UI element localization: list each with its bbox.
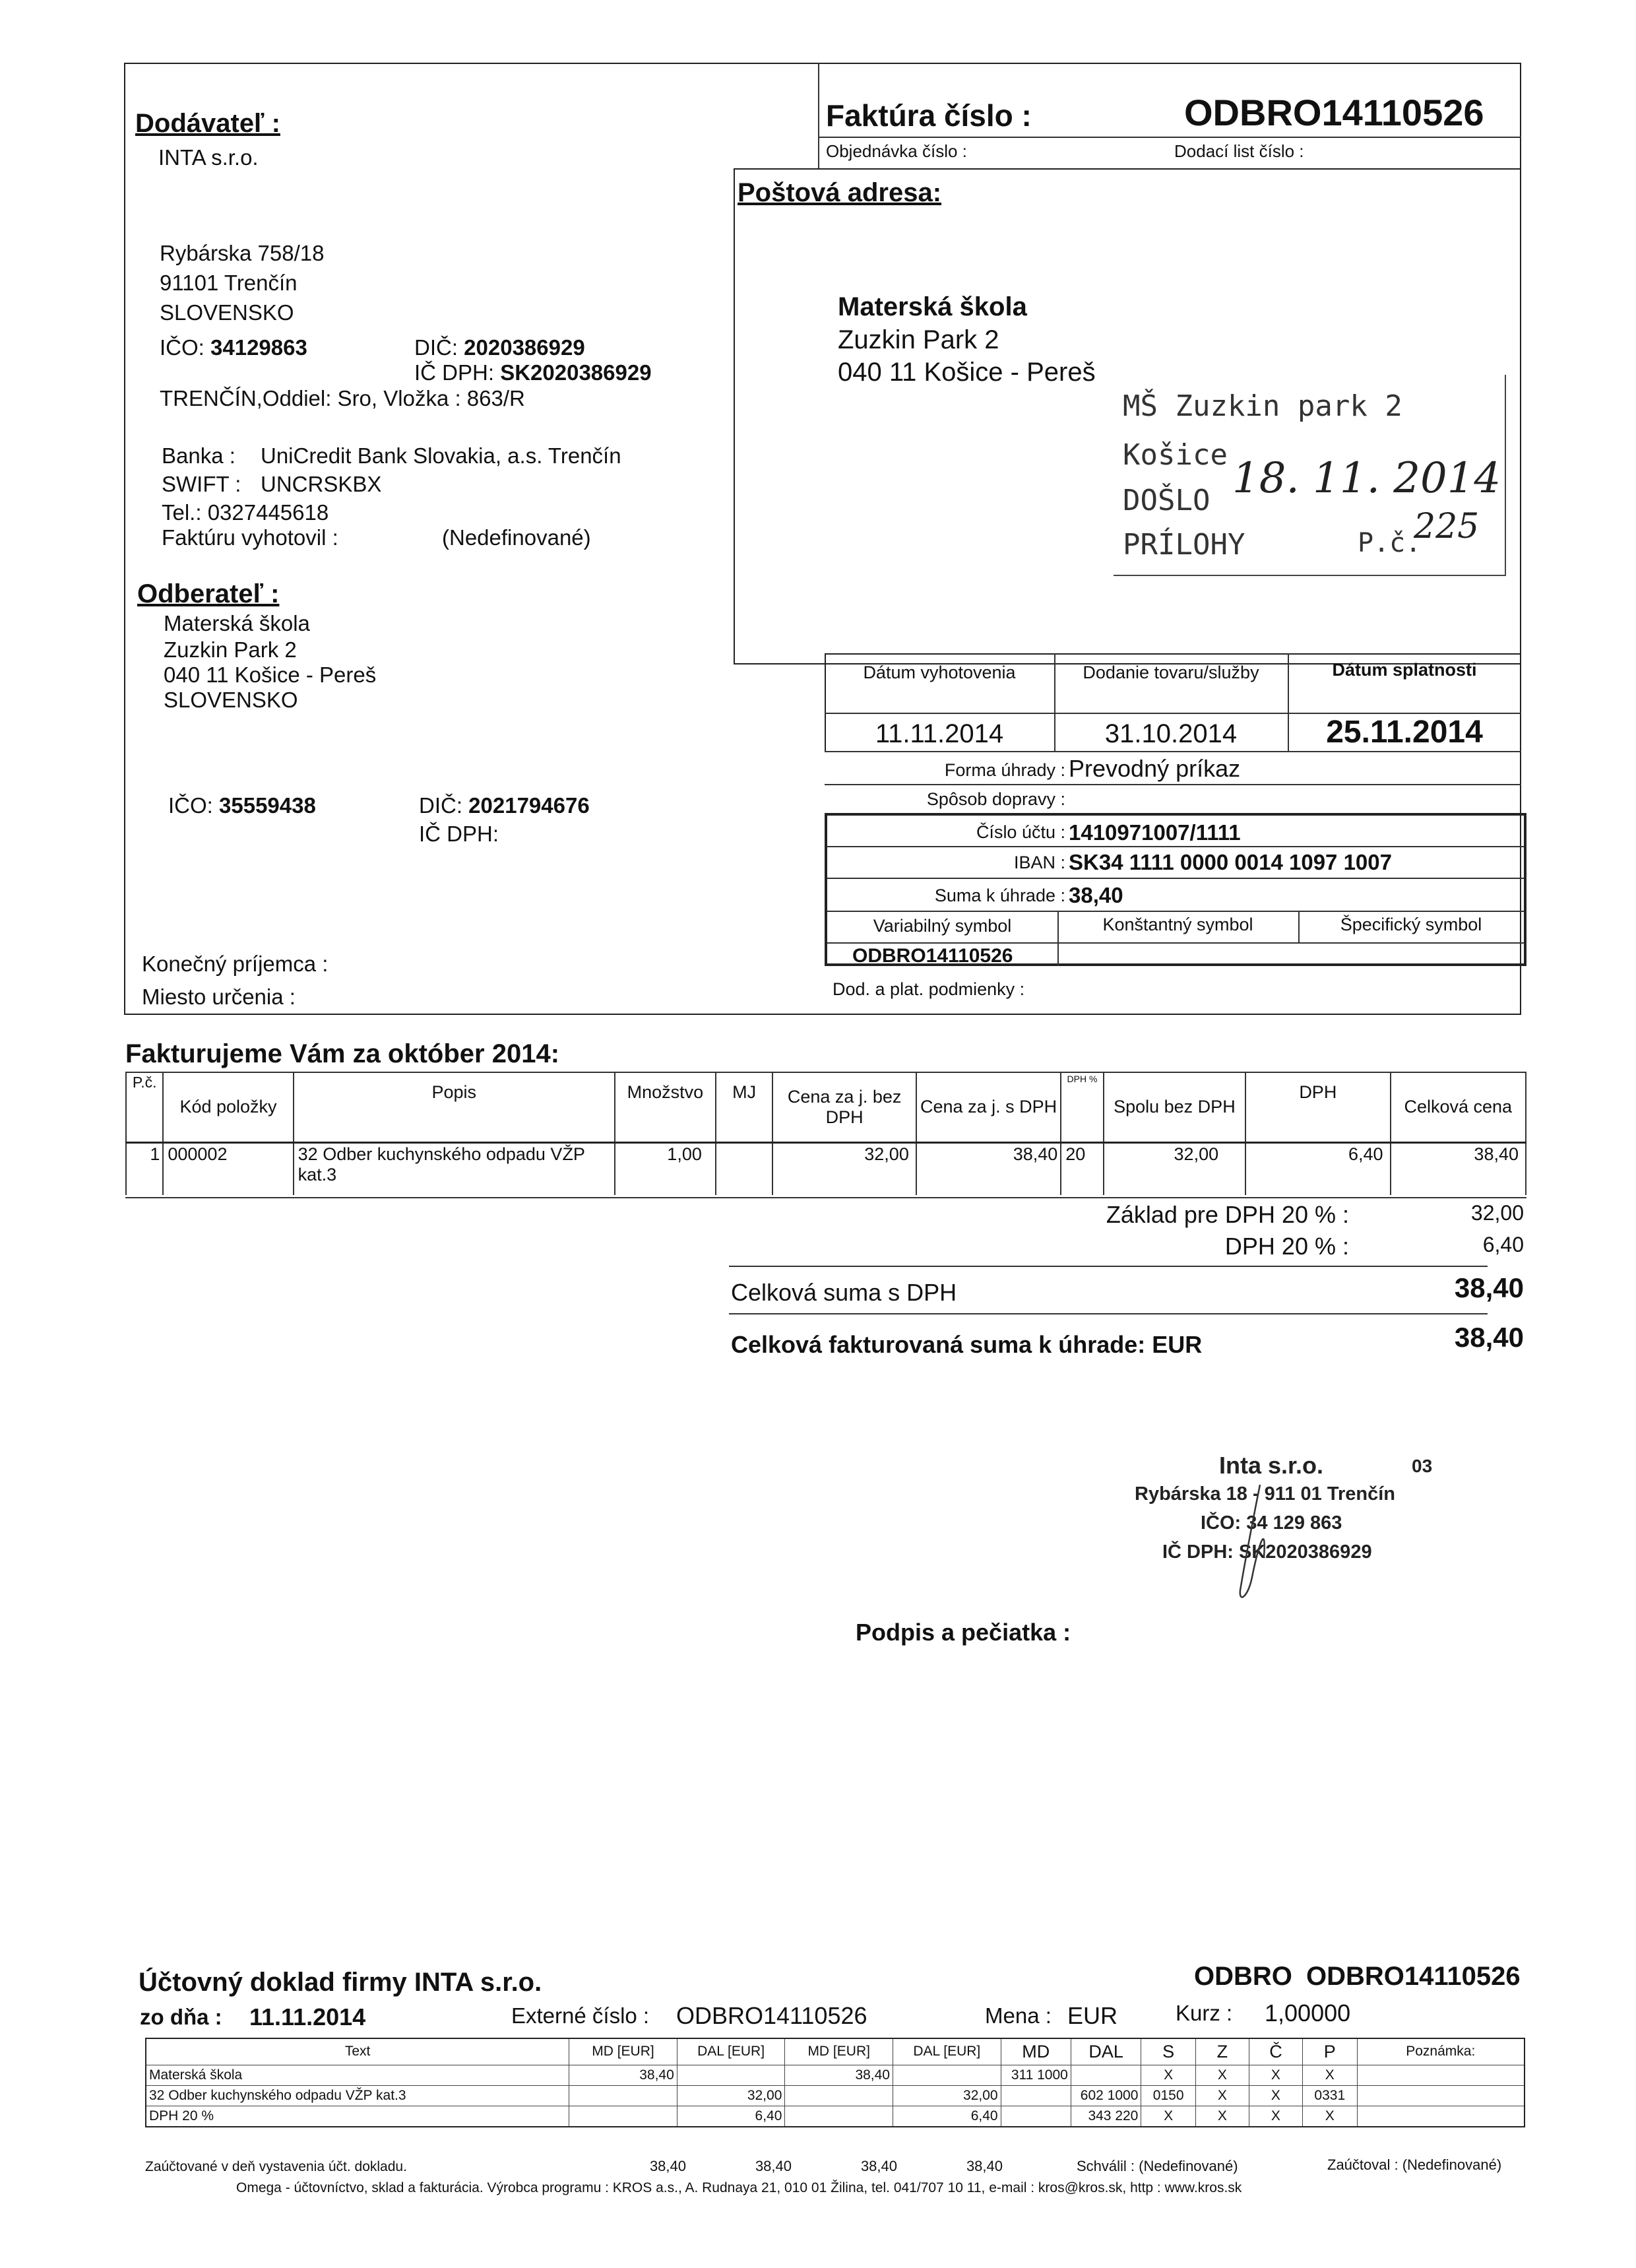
customer-dic — [419, 793, 590, 818]
accounting-number: ODBRO14110526 — [1306, 1962, 1521, 1991]
row-total: 38,40 — [1391, 1142, 1526, 1195]
supplier-icdph-label: IČ DPH: — [414, 360, 495, 385]
table-row — [146, 2085, 1525, 2106]
total-value: 38,40 — [1454, 1272, 1524, 1303]
signature-mark — [1214, 1478, 1293, 1617]
col-price-ex: Cena za j. bez DPH — [772, 1072, 916, 1142]
acc-cell: 343 220 — [1071, 2106, 1141, 2127]
supplier-street: Rybárska 758/18 — [160, 241, 325, 265]
acc-cell: X — [1195, 2065, 1249, 2085]
customer-dic-label: DIČ: — [419, 793, 462, 818]
pay-value: 38,40 — [1454, 1322, 1524, 1353]
acc-cell: X — [1249, 2085, 1302, 2106]
issue-date: 11.11.2014 — [875, 719, 1004, 748]
supplier-dic — [414, 335, 585, 360]
supplier-bank-label: Banka : — [162, 443, 236, 468]
invoice-title-label: Faktúra číslo : — [826, 98, 1032, 133]
supplier-swift-label: SWIFT : — [162, 472, 241, 496]
software-credits: Omega - účtovníctvo, sklad a fakturácia. Výrobca programu : KROS a.s., A. Rudnaya 21, 010 01 Žilina, tel. 041/707 10 11, e-mail : kros@kros.sk, http : www.kros.sk — [236, 2180, 1242, 2195]
acc-col-note: Poznámka: — [1357, 2038, 1525, 2065]
acc-col-md2: MD [EUR] — [785, 2038, 893, 2065]
amount-line — [827, 911, 1524, 912]
header-divider — [818, 63, 819, 168]
acc-cell — [1001, 2085, 1071, 2106]
postal-city: 040 11 Košice - Pereš — [838, 358, 1096, 387]
issued-by-value: (Nedefinované) — [442, 525, 591, 550]
supplier-tel: Tel.: 0327445618 — [162, 500, 329, 525]
delivery-date: 31.10.2014 — [1104, 719, 1238, 748]
acc-cell — [569, 2106, 677, 2127]
payment-line-1 — [825, 751, 1521, 752]
customer-street: Zuzkin Park 2 — [164, 637, 297, 662]
terms-label: Dod. a plat. podmienky : — [833, 979, 1025, 999]
amount-value: 38,40 — [1069, 883, 1123, 907]
acc-cell: X — [1303, 2065, 1358, 2085]
final-recipient-label: Konečný príjemca : — [142, 952, 329, 976]
supplier-dic-label: DIČ: — [414, 335, 458, 360]
acc-cell: 6,40 — [677, 2106, 785, 2127]
acc-cell: X — [1249, 2106, 1302, 2127]
currency-value: EUR — [1067, 2002, 1118, 2029]
iban-label: IBAN : — [1013, 853, 1065, 872]
customer-name: Materská škola — [164, 611, 310, 635]
row-pc: 1 — [126, 1142, 163, 1195]
customer-ico — [168, 793, 316, 818]
supplier-register: TRENČÍN,Oddiel: Sro, Vložka : 863/R — [160, 386, 525, 410]
footer-sum-3: 38,40 — [860, 2158, 897, 2174]
acc-cell: X — [1195, 2085, 1249, 2106]
acc-cell: 6,40 — [893, 2106, 1001, 2127]
accounting-footer-note: Zaúčtované v deň vystavenia účt. dokladu. — [145, 2159, 407, 2174]
accounting-code: ODBRO — [1194, 1962, 1292, 1991]
acc-col-c: Č — [1249, 2038, 1302, 2065]
acc-cell: Materská škola — [146, 2065, 569, 2085]
col-unit: MJ — [716, 1072, 773, 1142]
acc-cell — [1357, 2085, 1525, 2106]
company-stamp-code: 03 — [1412, 1456, 1433, 1476]
customer-ico-label: IČO: — [168, 793, 213, 818]
delivery-note-label: Dodací list číslo : — [1174, 141, 1304, 161]
acc-cell — [677, 2065, 785, 2085]
customer-country: SLOVENSKO — [164, 688, 298, 712]
issue-date-label: Dátum vyhotovenia — [863, 663, 1016, 682]
total-label: Celková suma s DPH — [731, 1279, 957, 1306]
vat-base-label: Základ pre DPH 20 % : — [1106, 1201, 1349, 1228]
vat-label: DPH 20 % : — [1224, 1233, 1349, 1260]
external-number: ODBRO14110526 — [676, 2002, 867, 2029]
stamp-pc-number: 225 — [1414, 507, 1480, 546]
acc-cell: 38,40 — [569, 2065, 677, 2085]
account-line — [827, 846, 1524, 847]
acc-cell — [569, 2085, 677, 2106]
payment-method: Prevodný príkaz — [1069, 755, 1241, 782]
company-stamp — [1135, 1452, 1445, 1577]
supplier-swift: UNCRSKBX — [261, 472, 382, 496]
acc-cell — [785, 2106, 893, 2127]
transport-label: Spôsob dopravy : — [926, 789, 1065, 809]
stamp-received-date: 18. 11. 2014 — [1232, 454, 1501, 503]
row-code: 000002 — [163, 1142, 293, 1195]
accounting-date-label: zo dňa : — [140, 2005, 222, 2029]
signature-label: Podpis a pečiatka : — [856, 1619, 1071, 1646]
vs-value: ODBRO14110526 — [852, 945, 1013, 967]
items-header-row — [126, 1072, 1526, 1142]
acc-col-md: MD — [1001, 2038, 1071, 2065]
destination-label: Miesto určenia : — [142, 985, 296, 1009]
pay-label: Celková fakturovaná suma k úhrade: EUR — [731, 1331, 1203, 1358]
acc-cell: X — [1303, 2106, 1358, 2127]
account-number: 1410971007/1111 — [1069, 820, 1241, 845]
customer-icdph-label: IČ DPH: — [419, 822, 499, 846]
acc-col-md1: MD [EUR] — [569, 2038, 677, 2065]
iban-line — [827, 878, 1524, 879]
acc-cell — [893, 2065, 1001, 2085]
customer-ico-value: 35559438 — [219, 793, 316, 818]
acc-cell: X — [1195, 2106, 1249, 2127]
col-code: Kód položky — [163, 1072, 293, 1142]
row-total-ex: 32,00 — [1104, 1142, 1245, 1195]
acc-cell: X — [1141, 2065, 1196, 2085]
footer-sum-2: 38,40 — [755, 2158, 792, 2174]
acc-col-dal2: DAL [EUR] — [893, 2038, 1001, 2065]
col-total-ex: Spolu bez DPH — [1104, 1072, 1245, 1142]
account-label: Číslo účtu : — [976, 822, 1065, 842]
items-heading: Fakturujeme Vám za október 2014: — [125, 1039, 560, 1068]
row-qty: 1,00 — [615, 1142, 716, 1195]
currency-label: Mena : — [985, 2003, 1052, 2028]
issued-by-label: Faktúru vyhotovil : — [162, 525, 338, 550]
due-date: 25.11.2014 — [1326, 715, 1483, 750]
vat-value: 6,40 — [1482, 1233, 1524, 1256]
company-stamp-address: Rybárska 18 - 911 01 Trenčín — [1135, 1483, 1395, 1505]
acc-col-z: Z — [1195, 2038, 1249, 2065]
vs-label: Variabilný symbol — [873, 916, 1012, 936]
invoice-number: ODBRO14110526 — [1184, 92, 1484, 133]
col-vat: DPH — [1245, 1072, 1390, 1142]
totals-line-2 — [729, 1313, 1488, 1314]
col-desc: Popis — [294, 1072, 615, 1142]
customer-city: 040 11 Košice - Pereš — [164, 663, 377, 687]
rate-label: Kurz : — [1176, 2001, 1233, 2025]
acc-cell — [785, 2085, 893, 2106]
stamp-city: Košice — [1123, 438, 1228, 472]
totals-line-1 — [729, 1266, 1488, 1267]
acc-cell: 32,00 — [677, 2085, 785, 2106]
table-row — [146, 2106, 1525, 2127]
stamp-received: DOŠLO — [1123, 484, 1211, 517]
supplier-ico-value: 34129863 — [210, 335, 307, 360]
acc-cell — [1071, 2065, 1141, 2085]
acc-cell: 38,40 — [785, 2065, 893, 2085]
company-stamp-name: Inta s.r.o. — [1219, 1452, 1324, 1479]
supplier-country: SLOVENSKO — [160, 300, 294, 325]
acc-cell: 32 Odber kuchynského odpadu VŽP kat.3 — [146, 2085, 569, 2106]
table-row — [146, 2065, 1525, 2085]
stamp-school: MŠ Zuzkin park 2 — [1123, 389, 1402, 423]
acc-cell: 32,00 — [893, 2085, 1001, 2106]
company-stamp-icdph: IČ DPH: SK2020386929 — [1162, 1541, 1372, 1563]
ks-label: Konštantný symbol — [1102, 915, 1253, 934]
table-row — [126, 1142, 1526, 1195]
order-number-label: Objednávka číslo : — [826, 141, 967, 161]
row-price-ex: 32,00 — [772, 1142, 916, 1195]
acc-cell: 0150 — [1141, 2085, 1196, 2106]
postal-street: Zuzkin Park 2 — [838, 325, 999, 354]
row-price-inc: 38,40 — [916, 1142, 1061, 1195]
received-stamp — [1114, 375, 1506, 576]
acc-cell: 311 1000 — [1001, 2065, 1071, 2085]
footer-sum-1: 38,40 — [649, 2158, 686, 2174]
supplier-dic-value: 2020386929 — [464, 335, 585, 360]
items-bottom-line — [125, 1197, 1526, 1198]
acc-cell: 0331 — [1303, 2085, 1358, 2106]
amount-label: Suma k úhrade : — [934, 886, 1065, 905]
items-table — [125, 1072, 1526, 1195]
accounting-table — [145, 2038, 1525, 2127]
col-qty: Množstvo — [615, 1072, 716, 1142]
footer-sum-4: 38,40 — [966, 2158, 1003, 2174]
accounting-date: 11.11.2014 — [249, 2003, 366, 2030]
supplier-city: 91101 Trenčín — [160, 271, 298, 295]
ss-label: Špecifický symbol — [1340, 915, 1482, 934]
company-stamp-ico: IČO: 34 129 863 — [1201, 1512, 1342, 1534]
acc-cell — [1357, 2106, 1525, 2127]
accounting-title: Účtovný doklad firmy INTA s.r.o. — [139, 1968, 542, 1997]
acc-cell — [1001, 2106, 1071, 2127]
col-pc: P.č. — [126, 1072, 163, 1142]
col-price-inc: Cena za j. s DPH — [916, 1072, 1061, 1142]
supplier-icdph-value: SK2020386929 — [500, 360, 652, 385]
header-line — [818, 137, 1521, 138]
supplier-bank: UniCredit Bank Slovakia, a.s. Trenčín — [261, 443, 621, 468]
row-vat-pct: 20 — [1061, 1142, 1103, 1195]
symbols-line — [827, 942, 1524, 944]
booked-by: Zaúčtoval : (Nedefinované) — [1327, 2156, 1502, 2173]
customer-heading: Odberateľ : — [137, 579, 280, 608]
acc-col-s: S — [1141, 2038, 1196, 2065]
acc-cell — [1357, 2065, 1525, 2085]
acc-cell: DPH 20 % — [146, 2106, 569, 2127]
supplier-ico-label: IČO: — [160, 335, 204, 360]
acc-col-text: Text — [146, 2038, 569, 2065]
iban-value: SK34 1111 0000 0014 1097 1007 — [1069, 850, 1392, 874]
acc-col-dal1: DAL [EUR] — [677, 2038, 785, 2065]
rate-value: 1,00000 — [1265, 1999, 1351, 2026]
supplier-icdph — [414, 360, 652, 385]
row-unit — [716, 1142, 773, 1195]
col-vat-pct: DPH % — [1061, 1072, 1103, 1142]
supplier-heading: Dodávateľ : — [135, 109, 280, 138]
customer-dic-value: 2021794676 — [468, 793, 590, 818]
stamp-attachments: PRÍLOHY — [1123, 528, 1245, 562]
row-vat: 6,40 — [1245, 1142, 1390, 1195]
col-total: Celková cena — [1391, 1072, 1526, 1142]
acc-col-dal: DAL — [1071, 2038, 1141, 2065]
payment-line-2 — [825, 784, 1521, 785]
delivery-date-label: Dodanie tovaru/služby — [1083, 663, 1259, 682]
stamp-pc: P.č. — [1358, 528, 1422, 558]
acc-cell: X — [1249, 2065, 1302, 2085]
due-date-label: Dátum splatnosti — [1332, 660, 1477, 680]
row-desc: 32 Odber kuchynského odpadu VŽP kat.3 — [294, 1142, 615, 1195]
postal-name: Materská škola — [838, 292, 1027, 321]
payment-method-label: Forma úhrady : — [944, 760, 1065, 780]
acc-col-p: P — [1303, 2038, 1358, 2065]
acc-cell: 602 1000 — [1071, 2085, 1141, 2106]
vat-base-value: 32,00 — [1470, 1201, 1524, 1225]
postal-heading: Poštová adresa: — [738, 178, 942, 207]
acc-cell: X — [1141, 2106, 1196, 2127]
supplier-ico — [160, 335, 307, 360]
approved-by: Schválil : (Nedefinované) — [1077, 2158, 1238, 2174]
supplier-name: INTA s.r.o. — [158, 145, 259, 170]
accounting-header-row — [146, 2038, 1525, 2065]
external-number-label: Externé číslo : — [511, 2003, 650, 2028]
